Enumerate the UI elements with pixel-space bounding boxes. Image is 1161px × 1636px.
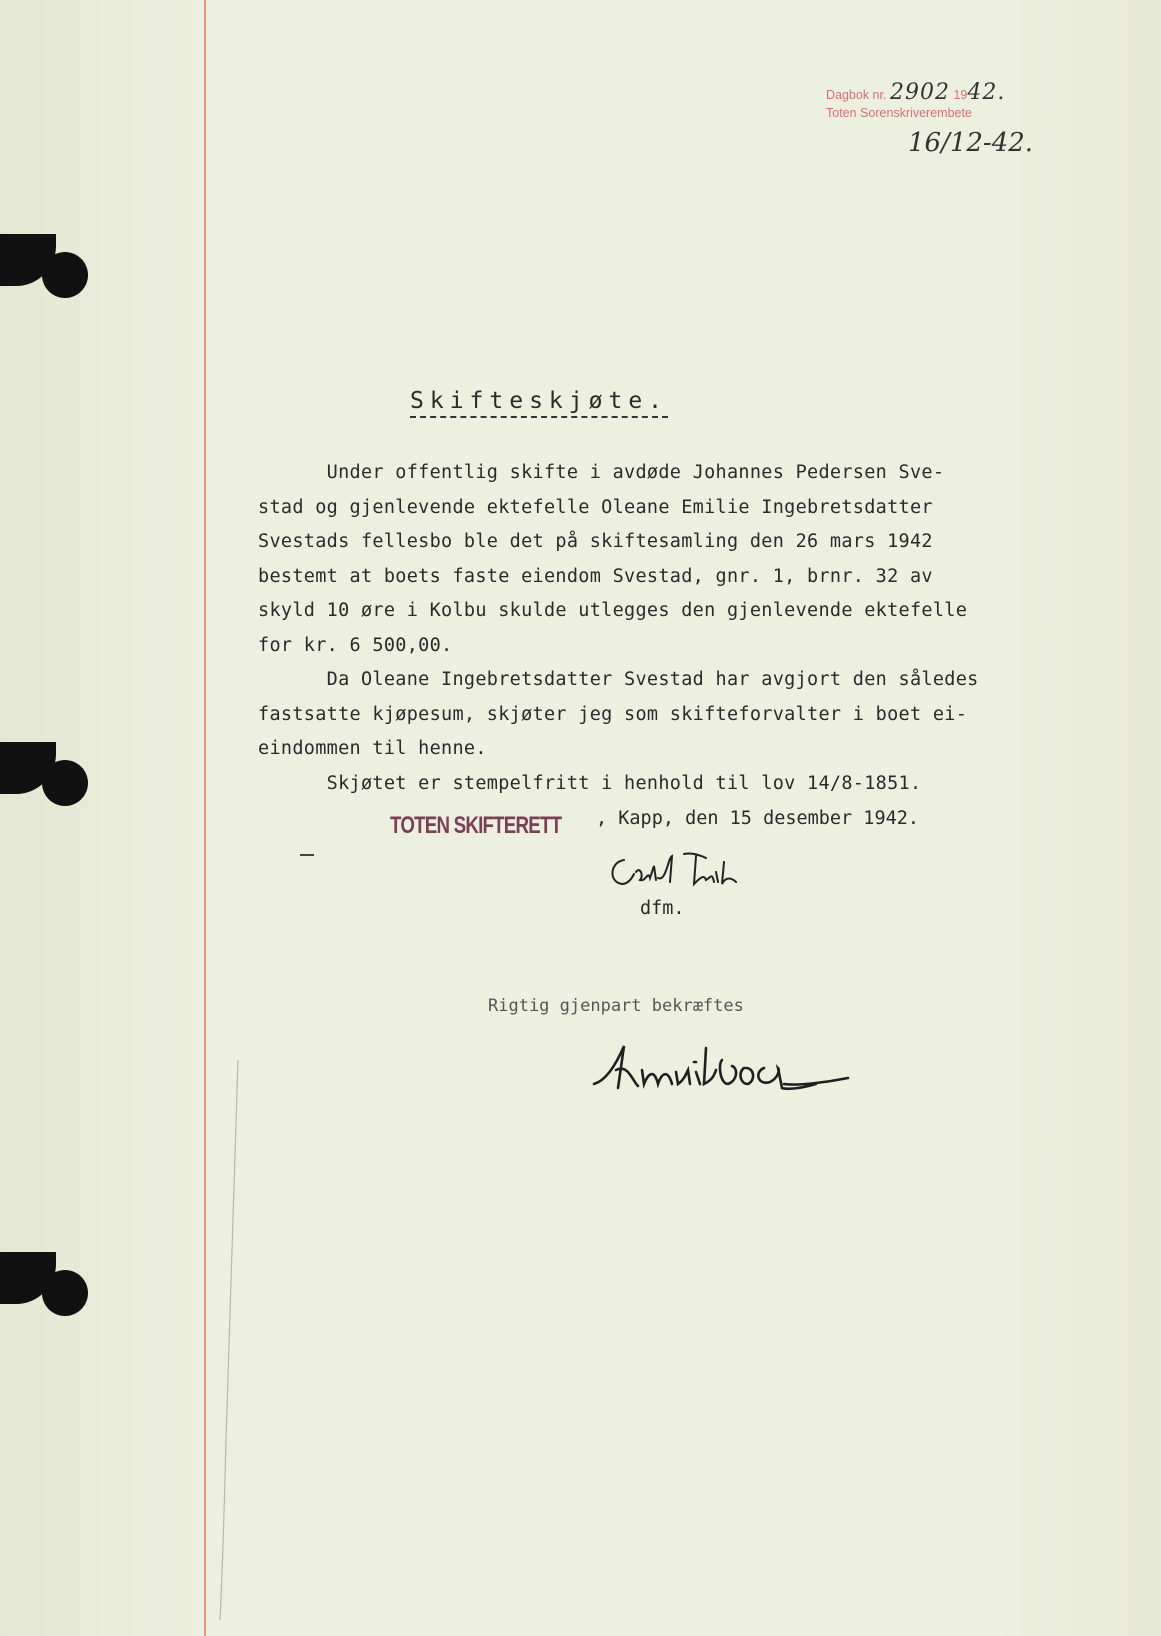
certification-text: Rigtig gjenpart bekræftes — [488, 996, 744, 1016]
clerk-title: dfm. — [640, 898, 685, 919]
registry-office: Toten Sorenskriverembete — [826, 106, 972, 120]
faint-pencil-stroke — [216, 1060, 246, 1620]
registry-number: 2902 — [889, 80, 950, 105]
document-title: Skifteskjøte. — [410, 388, 668, 418]
body-line: Da Oleane Ingebretsdatter Svestad har avgjort den således — [258, 669, 979, 690]
body-line: stad og gjenlevende ektefelle Oleane Emilie Ingebretsdatter — [258, 496, 933, 518]
registry-date: 16/12-42. — [908, 128, 1034, 158]
body-line: Under offentlig skifte i avdøde Johannes Pedersen Sve- — [258, 462, 945, 483]
punch-hole-top — [0, 234, 88, 314]
registry-stamp — [826, 80, 1006, 122]
body-line: Skjøtet er stempelfritt i henhold til lov 14/8-1851. — [258, 772, 922, 794]
court-stamp: TOTEN SKIFTERETT — [390, 812, 562, 839]
punch-hole-middle — [0, 742, 88, 822]
place-date: , Kapp, den 15 desember 1942. — [596, 808, 920, 829]
registry-year-prefix: 19 — [953, 88, 968, 102]
body-line: skyld 10 øre i Kolbu skulde utlegges den gjenlevende ektefelle — [258, 600, 968, 621]
body-line: Svestads fellesbo ble det på skiftesamling den 26 mars 1942 — [258, 531, 933, 552]
registry-label: Dagbok nr. — [826, 88, 887, 102]
body-line: eindommen til henne. — [258, 738, 487, 759]
punch-hole-bottom — [0, 1252, 88, 1332]
stray-mark — [300, 854, 314, 856]
body-line: for kr. 6 500,00. — [258, 634, 453, 656]
registry-year-suffix: 42. — [967, 80, 1006, 105]
body-line: bestemt at boets faste eiendom Svestad, gnr. 1, brnr. 32 av — [258, 565, 933, 587]
document-body — [258, 456, 1128, 801]
margin-rule — [204, 0, 206, 1636]
signature-certifier — [588, 1040, 868, 1110]
signature-clerk — [606, 848, 756, 898]
body-line: fastsatte kjøpesum, skjøter jeg som skifteforvalter i boet ei- — [258, 703, 968, 725]
